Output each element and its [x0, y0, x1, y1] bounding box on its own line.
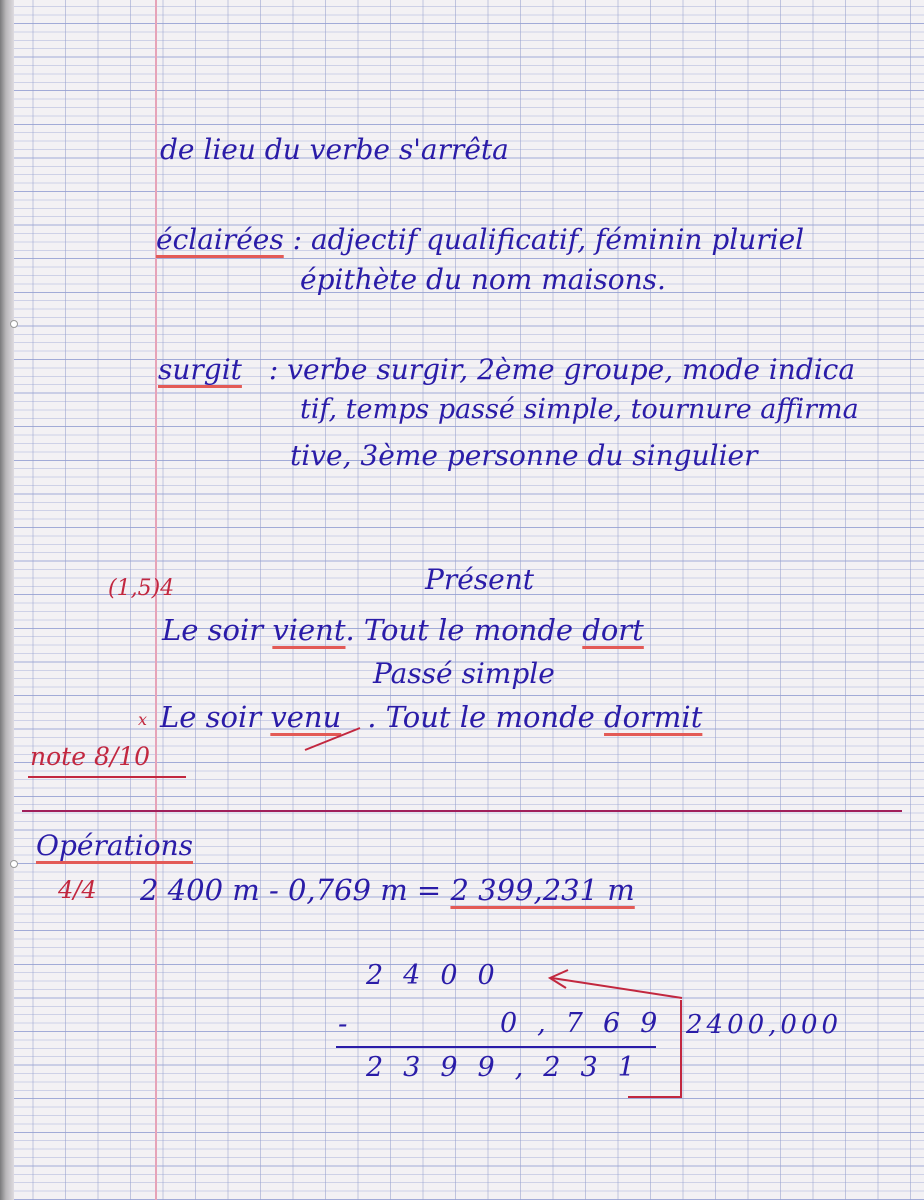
sentence-present: [162, 613, 644, 647]
binding-hole: [10, 860, 18, 868]
subtraction-result: 2399,231: [366, 1052, 655, 1083]
correction-x-mark: x: [138, 710, 148, 729]
equation-left: 2 400 m - 0,769 m =: [140, 873, 442, 907]
verb-venu-crossed: venu: [270, 700, 342, 734]
sentence-ps-middle: . Tout le monde: [367, 700, 595, 734]
sentence-passe-simple: [160, 700, 703, 734]
analysis-surgit-text: : verbe surgir, 2ème groupe, mode indica: [268, 353, 856, 386]
note-score: note 8/10: [30, 742, 151, 771]
subtraction-row-1: 2400: [366, 960, 515, 991]
text-line-6: tive, 3ème personne du singulier: [290, 439, 758, 472]
section-divider: [22, 810, 902, 812]
operations-score: 4/4: [58, 876, 97, 904]
arrow-to-row: [510, 960, 690, 1010]
text-line-1: de lieu du verbe s'arrêta: [160, 133, 509, 166]
operation-equation: [140, 873, 635, 907]
heading-present: Présent: [425, 563, 535, 596]
note-underline: [28, 776, 186, 778]
check-bracket-bottom: [628, 1096, 682, 1098]
verb-dort: dort: [582, 613, 644, 647]
analysis-surgit: [158, 353, 856, 386]
equation-result: 2 399,231 m: [450, 873, 635, 907]
operations-title-text: Opérations: [36, 829, 193, 862]
text-line-5: tif, temps passé simple, tournure affirma: [300, 394, 859, 425]
check-bracket-vertical: [680, 1000, 682, 1096]
sentence-present-subject: Le soir: [162, 613, 264, 647]
word-eclairees: éclairées: [156, 223, 284, 256]
operations-title: [36, 829, 193, 862]
strike-mark: [300, 720, 370, 760]
analysis-eclairees-text: : adjectif qualificatif, féminin pluriel: [292, 223, 805, 256]
page-left-edge: [0, 0, 14, 1200]
sentence-ps-subject: Le soir: [160, 700, 262, 734]
binding-hole: [10, 320, 18, 328]
subtraction-row-2: 0,769: [500, 1008, 678, 1039]
heading-passe-simple: Passé simple: [373, 657, 555, 690]
text-line-3: épithète du nom maisons.: [300, 263, 666, 296]
verb-dormit: dormit: [604, 700, 703, 734]
word-surgit: surgit: [158, 353, 242, 386]
verb-vient: vient: [272, 613, 346, 647]
sentence-present-middle: . Tout le monde: [345, 613, 574, 647]
analysis-eclairees: [156, 223, 805, 256]
side-calculation: 2400,000: [686, 1010, 843, 1040]
grade-mark: (1,5)4: [108, 576, 175, 601]
subtraction-minus: -: [338, 1007, 348, 1040]
subtraction-line: [336, 1046, 656, 1048]
